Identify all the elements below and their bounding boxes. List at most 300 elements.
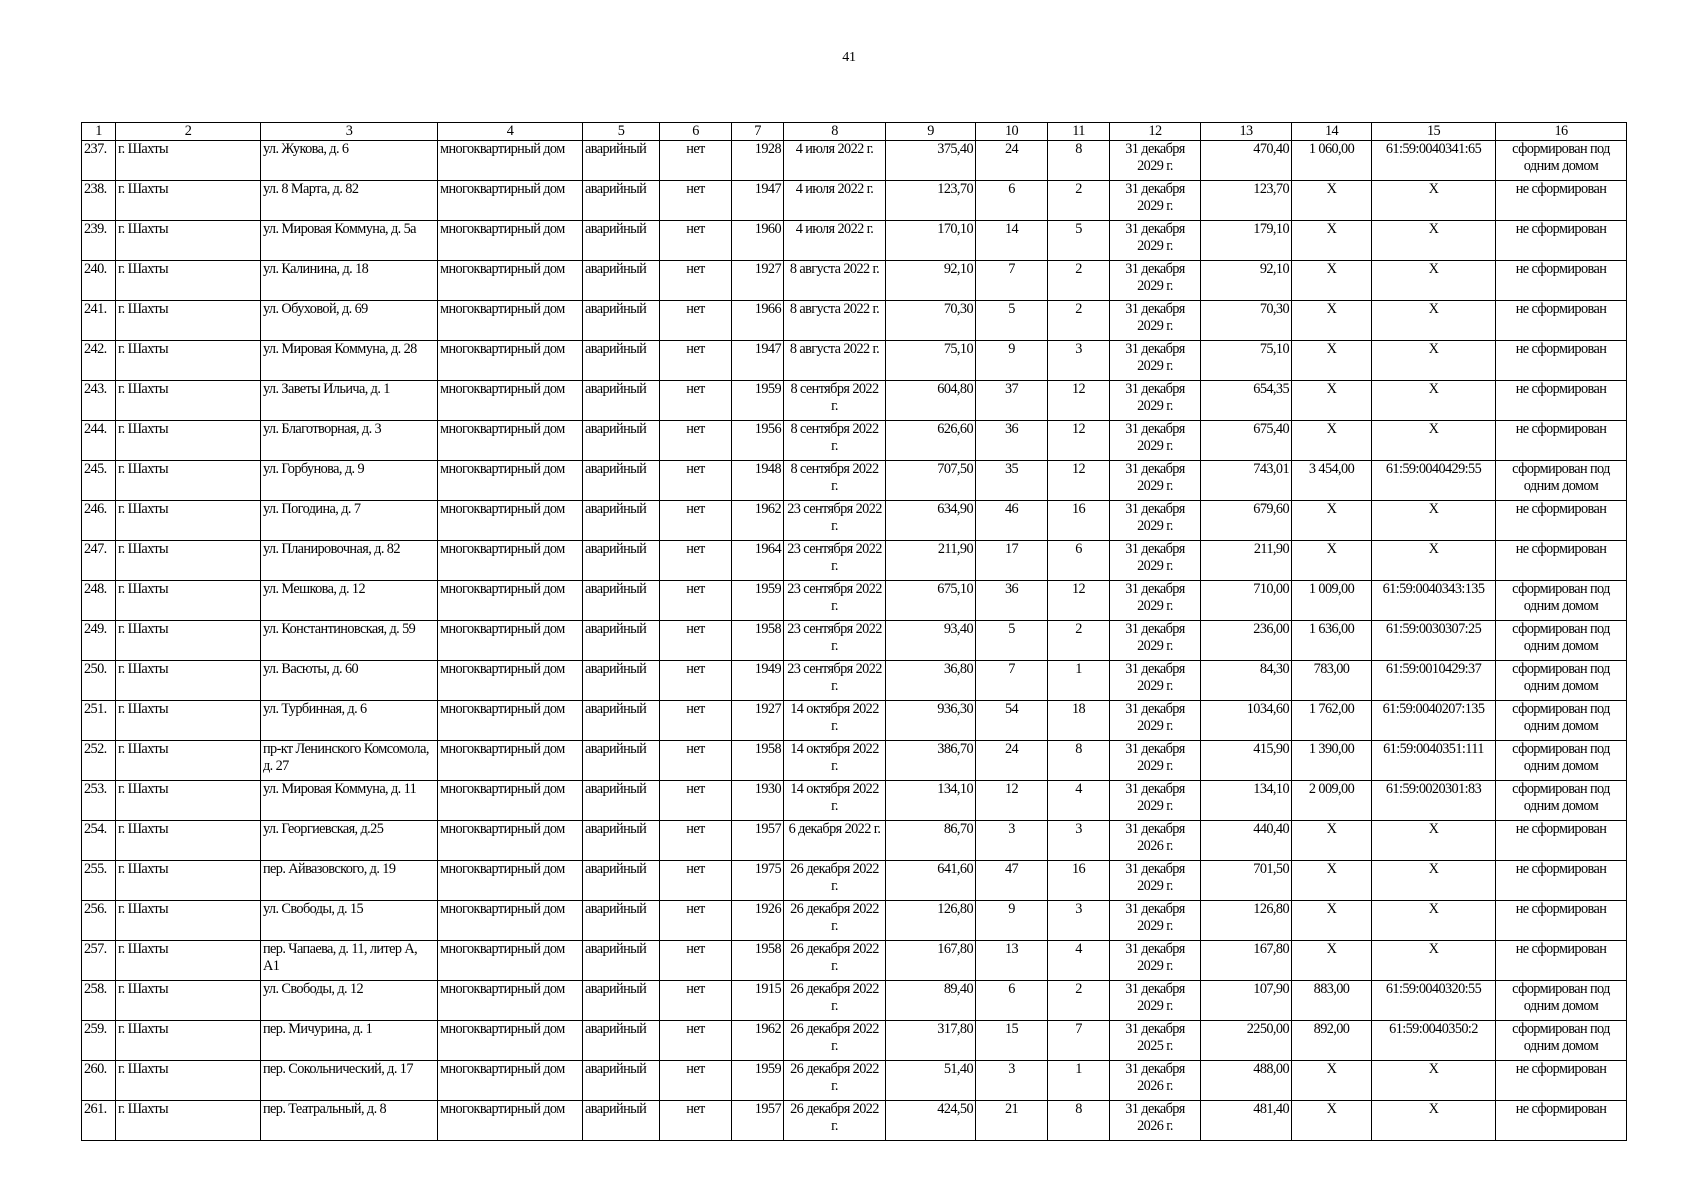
cell-cadastral-number: Х: [1372, 181, 1496, 221]
cell-row-number: 250.: [82, 661, 116, 701]
table-row: [82, 1021, 1627, 1061]
cell-land-area: 1 762,00: [1292, 701, 1372, 741]
cell-flag: нет: [660, 181, 732, 221]
cell-condition: аварийный: [583, 261, 660, 301]
cell-land-area: 2 009,00: [1292, 781, 1372, 821]
cell-city: г. Шахты: [116, 541, 261, 581]
cell-flag: нет: [660, 1101, 732, 1141]
cell-recognition-date: 8 августа 2022 г.: [784, 261, 886, 301]
cell-relocation-deadline: 31 декабря 2029 г.: [1110, 421, 1201, 461]
cell-residents: 14: [976, 221, 1048, 261]
cell-row-number: 246.: [82, 501, 116, 541]
cell-land-plot-status: не сформирован: [1496, 301, 1627, 341]
cell-building-type: многоквартирный дом: [438, 141, 583, 181]
cell-cadastral-number: Х: [1372, 861, 1496, 901]
cell-apartments: 16: [1048, 501, 1110, 541]
cell-flag: нет: [660, 421, 732, 461]
cell-apartments: 18: [1048, 701, 1110, 741]
cell-city: г. Шахты: [116, 741, 261, 781]
cell-recognition-date: 8 августа 2022 г.: [784, 341, 886, 381]
cell-row-number: 237.: [82, 141, 116, 181]
cell-land-plot-status: сформирован под одним домом: [1496, 741, 1627, 781]
cell-area: 134,10: [886, 781, 976, 821]
cell-building-type: многоквартирный дом: [438, 741, 583, 781]
cell-recognition-date: 8 сентября 2022 г.: [784, 381, 886, 421]
cell-land-plot-status: не сформирован: [1496, 261, 1627, 301]
cell-flag: нет: [660, 141, 732, 181]
cell-year-built: 1928: [732, 141, 784, 181]
cell-year-built: 1947: [732, 181, 784, 221]
cell-relocation-deadline: 31 декабря 2026 г.: [1110, 1101, 1201, 1141]
cell-apartments: 2: [1048, 981, 1110, 1021]
cell-condition: аварийный: [583, 781, 660, 821]
cell-residents: 9: [976, 901, 1048, 941]
cell-city: г. Шахты: [116, 941, 261, 981]
cell-address: ул. Мировая Коммуна, д. 5а: [261, 221, 438, 261]
cell-address: ул. Георгиевская, д.25: [261, 821, 438, 861]
cell-cadastral-number: 61:59:0040341:65: [1372, 141, 1496, 181]
cell-address: ул. Обуховой, д. 69: [261, 301, 438, 341]
cell-apartments: 8: [1048, 141, 1110, 181]
cell-city: г. Шахты: [116, 221, 261, 261]
cell-year-built: 1959: [732, 1061, 784, 1101]
cell-land-area: Х: [1292, 261, 1372, 301]
cell-row-number: 254.: [82, 821, 116, 861]
cell-total-area: 710,00: [1201, 581, 1292, 621]
cell-area: 211,90: [886, 541, 976, 581]
cell-building-type: многоквартирный дом: [438, 821, 583, 861]
cell-recognition-date: 4 июля 2022 г.: [784, 141, 886, 181]
cell-address: ул. Свободы, д. 15: [261, 901, 438, 941]
cell-city: г. Шахты: [116, 701, 261, 741]
cell-row-number: 241.: [82, 301, 116, 341]
cell-year-built: 1975: [732, 861, 784, 901]
cell-total-area: 481,40: [1201, 1101, 1292, 1141]
cell-year-built: 1958: [732, 941, 784, 981]
cell-flag: нет: [660, 381, 732, 421]
cell-recognition-date: 8 сентября 2022 г.: [784, 461, 886, 501]
cell-total-area: 1034,60: [1201, 701, 1292, 741]
cell-row-number: 240.: [82, 261, 116, 301]
cell-cadastral-number: Х: [1372, 1061, 1496, 1101]
cell-recognition-date: 23 сентября 2022 г.: [784, 501, 886, 541]
cell-row-number: 257.: [82, 941, 116, 981]
table-row: [82, 461, 1627, 501]
cell-recognition-date: 26 декабря 2022 г.: [784, 981, 886, 1021]
cell-land-area: 883,00: [1292, 981, 1372, 1021]
cell-flag: нет: [660, 941, 732, 981]
cell-row-number: 256.: [82, 901, 116, 941]
column-header-10: 10: [976, 123, 1048, 141]
cell-flag: нет: [660, 781, 732, 821]
cell-row-number: 239.: [82, 221, 116, 261]
cell-city: г. Шахты: [116, 141, 261, 181]
cell-area: 317,80: [886, 1021, 976, 1061]
cell-land-plot-status: не сформирован: [1496, 221, 1627, 261]
cell-recognition-date: 8 августа 2022 г.: [784, 301, 886, 341]
cell-cadastral-number: Х: [1372, 221, 1496, 261]
cell-land-area: Х: [1292, 181, 1372, 221]
cell-building-type: многоквартирный дом: [438, 181, 583, 221]
cell-residents: 5: [976, 621, 1048, 661]
cell-land-plot-status: не сформирован: [1496, 381, 1627, 421]
cell-flag: нет: [660, 741, 732, 781]
cell-relocation-deadline: 31 декабря 2029 г.: [1110, 581, 1201, 621]
table-row: [82, 501, 1627, 541]
table-row: [82, 221, 1627, 261]
cell-row-number: 259.: [82, 1021, 116, 1061]
cell-row-number: 255.: [82, 861, 116, 901]
cell-land-area: 892,00: [1292, 1021, 1372, 1061]
cell-building-type: многоквартирный дом: [438, 701, 583, 741]
cell-building-type: многоквартирный дом: [438, 1101, 583, 1141]
cell-cadastral-number: Х: [1372, 341, 1496, 381]
table-row: [82, 301, 1627, 341]
cell-residents: 54: [976, 701, 1048, 741]
cell-residents: 46: [976, 501, 1048, 541]
cell-condition: аварийный: [583, 1061, 660, 1101]
column-number-row: [82, 123, 1627, 141]
cell-residents: 6: [976, 181, 1048, 221]
cell-area: 167,80: [886, 941, 976, 981]
cell-residents: 5: [976, 301, 1048, 341]
cell-residents: 3: [976, 1061, 1048, 1101]
cell-flag: нет: [660, 581, 732, 621]
cell-building-type: многоквартирный дом: [438, 581, 583, 621]
cell-address: ул. Мировая Коммуна, д. 28: [261, 341, 438, 381]
cell-total-area: 2250,00: [1201, 1021, 1292, 1061]
column-header-16: 16: [1496, 123, 1627, 141]
cell-flag: нет: [660, 1061, 732, 1101]
cell-recognition-date: 23 сентября 2022 г.: [784, 621, 886, 661]
cell-building-type: многоквартирный дом: [438, 541, 583, 581]
cell-area: 604,80: [886, 381, 976, 421]
cell-residents: 35: [976, 461, 1048, 501]
cell-apartments: 2: [1048, 301, 1110, 341]
cell-land-area: Х: [1292, 1061, 1372, 1101]
cell-land-plot-status: сформирован под одним домом: [1496, 621, 1627, 661]
cell-recognition-date: 26 декабря 2022 г.: [784, 1021, 886, 1061]
cell-land-area: 1 060,00: [1292, 141, 1372, 181]
cell-address: пер. Айвазовского, д. 19: [261, 861, 438, 901]
cell-land-area: Х: [1292, 861, 1372, 901]
table-row: [82, 861, 1627, 901]
cell-land-plot-status: не сформирован: [1496, 501, 1627, 541]
cell-building-type: многоквартирный дом: [438, 1061, 583, 1101]
cell-recognition-date: 26 декабря 2022 г.: [784, 861, 886, 901]
table-row: [82, 341, 1627, 381]
cell-total-area: 654,35: [1201, 381, 1292, 421]
cell-total-area: 743,01: [1201, 461, 1292, 501]
cell-apartments: 8: [1048, 1101, 1110, 1141]
cell-area: 36,80: [886, 661, 976, 701]
cell-condition: аварийный: [583, 621, 660, 661]
cell-land-plot-status: сформирован под одним домом: [1496, 661, 1627, 701]
cell-residents: 7: [976, 661, 1048, 701]
cell-address: ул. 8 Марта, д. 82: [261, 181, 438, 221]
cell-total-area: 70,30: [1201, 301, 1292, 341]
cell-total-area: 211,90: [1201, 541, 1292, 581]
cell-land-area: 1 636,00: [1292, 621, 1372, 661]
cell-land-area: Х: [1292, 221, 1372, 261]
cell-year-built: 1964: [732, 541, 784, 581]
cell-apartments: 2: [1048, 621, 1110, 661]
cell-land-plot-status: не сформирован: [1496, 541, 1627, 581]
cell-land-plot-status: сформирован под одним домом: [1496, 781, 1627, 821]
cell-cadastral-number: Х: [1372, 541, 1496, 581]
column-header-3: 3: [261, 123, 438, 141]
cell-residents: 21: [976, 1101, 1048, 1141]
cell-year-built: 1958: [732, 621, 784, 661]
cell-flag: нет: [660, 661, 732, 701]
table-row: [82, 1101, 1627, 1141]
cell-year-built: 1957: [732, 1101, 784, 1141]
cell-land-plot-status: не сформирован: [1496, 1101, 1627, 1141]
cell-land-plot-status: не сформирован: [1496, 901, 1627, 941]
cell-relocation-deadline: 31 декабря 2029 г.: [1110, 541, 1201, 581]
cell-relocation-deadline: 31 декабря 2029 г.: [1110, 461, 1201, 501]
table-row: [82, 581, 1627, 621]
cell-area: 424,50: [886, 1101, 976, 1141]
cell-city: г. Шахты: [116, 821, 261, 861]
cell-residents: 24: [976, 741, 1048, 781]
cell-row-number: 253.: [82, 781, 116, 821]
table-row: [82, 741, 1627, 781]
cell-cadastral-number: 61:59:0010429:37: [1372, 661, 1496, 701]
cell-total-area: 440,40: [1201, 821, 1292, 861]
cell-residents: 17: [976, 541, 1048, 581]
cell-cadastral-number: 61:59:0040343:135: [1372, 581, 1496, 621]
column-header-4: 4: [438, 123, 583, 141]
cell-condition: аварийный: [583, 1021, 660, 1061]
table-row: [82, 381, 1627, 421]
cell-apartments: 12: [1048, 581, 1110, 621]
cell-address: пер. Чапаева, д. 11, литер А, А1: [261, 941, 438, 981]
cell-land-area: 1 390,00: [1292, 741, 1372, 781]
cell-condition: аварийный: [583, 341, 660, 381]
cell-total-area: 107,90: [1201, 981, 1292, 1021]
cell-city: г. Шахты: [116, 1021, 261, 1061]
cell-city: г. Шахты: [116, 581, 261, 621]
cell-flag: нет: [660, 301, 732, 341]
cell-address: ул. Васюты, д. 60: [261, 661, 438, 701]
cell-year-built: 1956: [732, 421, 784, 461]
cell-address: пер. Мичурина, д. 1: [261, 1021, 438, 1061]
cell-apartments: 6: [1048, 541, 1110, 581]
cell-area: 75,10: [886, 341, 976, 381]
cell-address: ул. Турбинная, д. 6: [261, 701, 438, 741]
cell-year-built: 1962: [732, 1021, 784, 1061]
cell-total-area: 679,60: [1201, 501, 1292, 541]
cell-apartments: 1: [1048, 1061, 1110, 1101]
cell-recognition-date: 8 сентября 2022 г.: [784, 421, 886, 461]
cell-land-plot-status: сформирован под одним домом: [1496, 981, 1627, 1021]
column-header-13: 13: [1201, 123, 1292, 141]
cell-residents: 6: [976, 981, 1048, 1021]
cell-recognition-date: 6 декабря 2022 г.: [784, 821, 886, 861]
cell-flag: нет: [660, 821, 732, 861]
cell-cadastral-number: 61:59:0040320:55: [1372, 981, 1496, 1021]
cell-building-type: многоквартирный дом: [438, 421, 583, 461]
cell-cadastral-number: Х: [1372, 821, 1496, 861]
page-number: 41: [842, 50, 856, 65]
cell-residents: 37: [976, 381, 1048, 421]
cell-total-area: 470,40: [1201, 141, 1292, 181]
cell-relocation-deadline: 31 декабря 2029 г.: [1110, 381, 1201, 421]
cell-year-built: 1947: [732, 341, 784, 381]
cell-row-number: 238.: [82, 181, 116, 221]
cell-address: ул. Константиновская, д. 59: [261, 621, 438, 661]
table-row: [82, 141, 1627, 181]
cell-row-number: 261.: [82, 1101, 116, 1141]
cell-residents: 36: [976, 581, 1048, 621]
cell-apartments: 12: [1048, 381, 1110, 421]
cell-address: ул. Планировочная, д. 82: [261, 541, 438, 581]
cell-apartments: 4: [1048, 781, 1110, 821]
cell-building-type: многоквартирный дом: [438, 901, 583, 941]
cell-year-built: 1948: [732, 461, 784, 501]
cell-total-area: 236,00: [1201, 621, 1292, 661]
cell-condition: аварийный: [583, 821, 660, 861]
cell-land-plot-status: не сформирован: [1496, 861, 1627, 901]
cell-building-type: многоквартирный дом: [438, 661, 583, 701]
column-header-8: 8: [784, 123, 886, 141]
cell-residents: 36: [976, 421, 1048, 461]
table-row: [82, 901, 1627, 941]
cell-area: 626,60: [886, 421, 976, 461]
cell-year-built: 1915: [732, 981, 784, 1021]
cell-relocation-deadline: 31 декабря 2029 г.: [1110, 621, 1201, 661]
cell-year-built: 1957: [732, 821, 784, 861]
cell-total-area: 179,10: [1201, 221, 1292, 261]
cell-total-area: 126,80: [1201, 901, 1292, 941]
cell-land-plot-status: не сформирован: [1496, 341, 1627, 381]
cell-row-number: 258.: [82, 981, 116, 1021]
cell-residents: 47: [976, 861, 1048, 901]
cell-land-plot-status: сформирован под одним домом: [1496, 141, 1627, 181]
cell-recognition-date: 14 октября 2022 г.: [784, 781, 886, 821]
cell-apartments: 3: [1048, 341, 1110, 381]
cell-recognition-date: 23 сентября 2022 г.: [784, 661, 886, 701]
cell-area: 92,10: [886, 261, 976, 301]
cell-cadastral-number: 61:59:0040351:111: [1372, 741, 1496, 781]
cell-total-area: 123,70: [1201, 181, 1292, 221]
cell-city: г. Шахты: [116, 261, 261, 301]
cell-year-built: 1958: [732, 741, 784, 781]
table-row: [82, 781, 1627, 821]
cell-address: пер. Театральный, д. 8: [261, 1101, 438, 1141]
column-header-12: 12: [1110, 123, 1201, 141]
cell-area: 89,40: [886, 981, 976, 1021]
cell-year-built: 1927: [732, 701, 784, 741]
cell-land-area: Х: [1292, 541, 1372, 581]
cell-recognition-date: 26 декабря 2022 г.: [784, 1101, 886, 1141]
cell-area: 51,40: [886, 1061, 976, 1101]
cell-condition: аварийный: [583, 661, 660, 701]
cell-flag: нет: [660, 341, 732, 381]
column-header-7: 7: [732, 123, 784, 141]
cell-flag: нет: [660, 701, 732, 741]
cell-area: 126,80: [886, 901, 976, 941]
cell-cadastral-number: 61:59:0040350:2: [1372, 1021, 1496, 1061]
cell-apartments: 2: [1048, 181, 1110, 221]
cell-year-built: 1959: [732, 381, 784, 421]
cell-recognition-date: 26 декабря 2022 г.: [784, 1061, 886, 1101]
table-row: [82, 701, 1627, 741]
cell-condition: аварийный: [583, 901, 660, 941]
cell-land-area: Х: [1292, 341, 1372, 381]
cell-flag: нет: [660, 541, 732, 581]
cell-building-type: многоквартирный дом: [438, 621, 583, 661]
table-row: [82, 941, 1627, 981]
cell-condition: аварийный: [583, 141, 660, 181]
cell-land-plot-status: сформирован под одним домом: [1496, 701, 1627, 741]
cell-city: г. Шахты: [116, 501, 261, 541]
cell-building-type: многоквартирный дом: [438, 941, 583, 981]
cell-recognition-date: 14 октября 2022 г.: [784, 701, 886, 741]
cell-cadastral-number: Х: [1372, 1101, 1496, 1141]
cell-building-type: многоквартирный дом: [438, 261, 583, 301]
cell-city: г. Шахты: [116, 461, 261, 501]
cell-building-type: многоквартирный дом: [438, 341, 583, 381]
cell-address: ул. Мировая Коммуна, д. 11: [261, 781, 438, 821]
cell-total-area: 167,80: [1201, 941, 1292, 981]
cell-relocation-deadline: 31 декабря 2029 г.: [1110, 181, 1201, 221]
cell-row-number: 260.: [82, 1061, 116, 1101]
table-row: [82, 621, 1627, 661]
cell-condition: аварийный: [583, 501, 660, 541]
cell-address: ул. Горбунова, д. 9: [261, 461, 438, 501]
cell-relocation-deadline: 31 декабря 2029 г.: [1110, 221, 1201, 261]
cell-row-number: 243.: [82, 381, 116, 421]
cell-area: 641,60: [886, 861, 976, 901]
cell-city: г. Шахты: [116, 301, 261, 341]
cell-building-type: многоквартирный дом: [438, 981, 583, 1021]
cell-total-area: 415,90: [1201, 741, 1292, 781]
cell-area: 707,50: [886, 461, 976, 501]
cell-year-built: 1927: [732, 261, 784, 301]
cell-area: 123,70: [886, 181, 976, 221]
cell-relocation-deadline: 31 декабря 2029 г.: [1110, 661, 1201, 701]
cell-land-plot-status: не сформирован: [1496, 821, 1627, 861]
cell-condition: аварийный: [583, 421, 660, 461]
column-header-15: 15: [1372, 123, 1496, 141]
cell-condition: аварийный: [583, 221, 660, 261]
table-row: [82, 181, 1627, 221]
cell-city: г. Шахты: [116, 861, 261, 901]
cell-row-number: 251.: [82, 701, 116, 741]
cell-total-area: 84,30: [1201, 661, 1292, 701]
cell-area: 70,30: [886, 301, 976, 341]
cell-cadastral-number: Х: [1372, 941, 1496, 981]
cell-year-built: 1962: [732, 501, 784, 541]
cell-condition: аварийный: [583, 701, 660, 741]
cell-relocation-deadline: 31 декабря 2029 г.: [1110, 941, 1201, 981]
cell-total-area: 134,10: [1201, 781, 1292, 821]
cell-total-area: 75,10: [1201, 341, 1292, 381]
cell-cadastral-number: 61:59:0020301:83: [1372, 781, 1496, 821]
cell-address: ул. Погодина, д. 7: [261, 501, 438, 541]
cell-residents: 13: [976, 941, 1048, 981]
cell-relocation-deadline: 31 декабря 2029 г.: [1110, 781, 1201, 821]
cell-relocation-deadline: 31 декабря 2029 г.: [1110, 701, 1201, 741]
cell-condition: аварийный: [583, 181, 660, 221]
cell-building-type: многоквартирный дом: [438, 1021, 583, 1061]
cell-building-type: многоквартирный дом: [438, 221, 583, 261]
cell-residents: 12: [976, 781, 1048, 821]
cell-city: г. Шахты: [116, 1061, 261, 1101]
cell-building-type: многоквартирный дом: [438, 301, 583, 341]
